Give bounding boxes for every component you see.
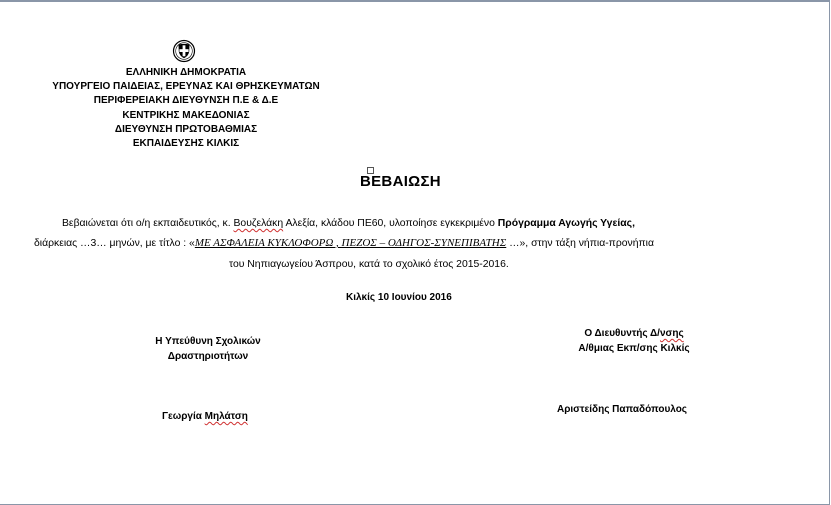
body-text: …», στην τάξη νήπια-προνήπια	[506, 238, 654, 249]
body-line-2	[34, 237, 654, 249]
first-name: Γεωργία	[162, 411, 205, 422]
header-line: ΔΙΕΥΘΥΝΣΗ ΠΡΩΤΟΒΑΘΜΙΑΣ	[114, 123, 258, 135]
role-line: Η Υπεύθυνη Σχολικών	[155, 336, 261, 347]
project-title: ΜΕ ΑΣΦΑΛΕΙΑ ΚΥΚΛΟΦΟΡΩ , ΠΕΖΟΣ – ΟΔΗΓΟΣ-ΣΥΝΕΠΙΒΑΤΗΣ	[194, 237, 507, 249]
header-line: ΚΕΝΤΡΙΚΗΣ ΜΑΚΕΔΟΝΙΑΣ	[122, 109, 250, 121]
document-title: ΒΕΒΑΙΩΣΗ	[360, 173, 441, 190]
body-text: διάρκειας …3… μηνών, με τίτλο : «	[34, 238, 195, 249]
issue-date: Κιλκίς 10 Ιουνίου 2016	[346, 292, 452, 303]
issuer-header	[26, 66, 346, 151]
role-text: Ο Διευθυντής Δ/	[584, 328, 660, 339]
header-line: ΥΠΟΥΡΓΕΙΟ ΠΑΙΔΕΙΑΣ, ΕΡΕΥΝΑΣ ΚΑΙ ΘΡΗΣΚΕΥΜΑΤΩΝ	[52, 81, 320, 93]
greek-coat-of-arms-icon	[172, 39, 196, 63]
right-signatory-name: Αριστείδης Παπαδόπουλος	[557, 404, 688, 415]
left-signature-role	[108, 335, 308, 364]
header-line: ΕΛΛΗΝΙΚΗ ΔΗΜΟΚΡΑΤΙΑ	[125, 67, 247, 78]
body-text: Αλεξία, κλάδου ΠΕ60, υλοποίησε εγκεκριμένο	[283, 218, 498, 229]
header-line: ΠΕΡΙΦΕΡΕΙΑΚΗ ΔΙΕΥΘΥΝΣΗ Π.Ε & Δ.Ε	[93, 95, 279, 107]
role-line	[534, 327, 734, 342]
body-text: Βεβαιώνεται ότι ο/η εκπαιδευτικός, κ.	[62, 218, 234, 229]
role-text-flagged: νσης	[659, 328, 684, 339]
body-line-1	[62, 218, 635, 229]
right-signature-role	[534, 327, 734, 356]
role-line: Δραστηριοτήτων	[167, 350, 249, 362]
body-line-3: του Νηπιαγωγείου Άσπρου, κατά το σχολικό έτος 2015-2016.	[229, 259, 509, 270]
program-name: Πρόγραμμα Αγωγής Υγείας,	[497, 218, 635, 229]
last-name: Μηλάτση	[204, 411, 248, 422]
role-line: Α/θμιας Εκπ/σης Κιλκίς	[578, 342, 690, 354]
teacher-surname: Βουζελάκη	[233, 218, 284, 229]
left-signatory-name	[162, 411, 248, 422]
header-line: ΕΚΠΑΙΔΕΥΣΗΣ ΚΙΛΚΙΣ	[132, 138, 240, 150]
